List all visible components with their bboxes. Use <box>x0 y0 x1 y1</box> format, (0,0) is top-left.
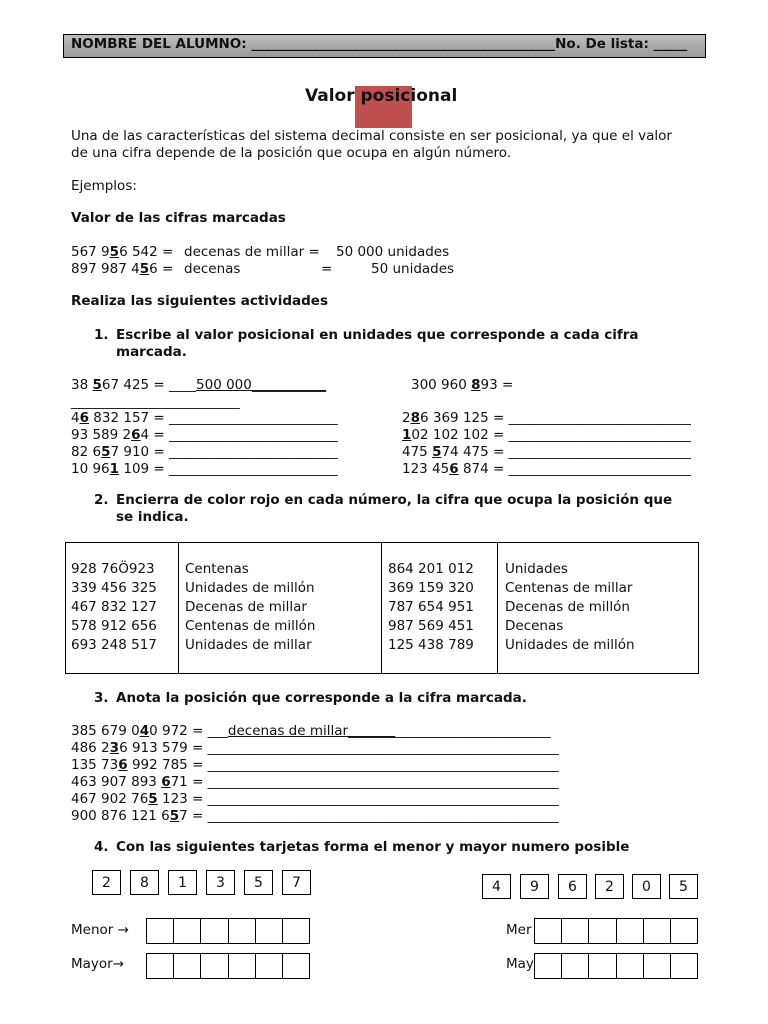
q1-item[interactable]: 123 456 874 = ___________________________ <box>402 461 691 477</box>
table-position: Centenas de millar <box>505 580 633 596</box>
number-card: 6 <box>558 874 587 899</box>
answer-line[interactable]: _________________________ <box>71 394 240 410</box>
answer-box[interactable] <box>617 919 644 943</box>
marked-digit: 1 <box>402 427 412 443</box>
q1-text: Escribe al valor posicional en unidades que corresponde a cada cifra marcada. <box>116 327 639 360</box>
table-number[interactable]: 864 201 012 <box>388 561 474 577</box>
example-value: 50 000 unidades <box>336 244 450 260</box>
intro-paragraph <box>71 128 672 162</box>
number-card: 3 <box>206 870 235 895</box>
marked-digit: 5 <box>169 808 180 824</box>
table-position: Centenas <box>185 561 249 577</box>
table-position: Decenas <box>505 618 564 634</box>
answer-box[interactable] <box>671 954 697 978</box>
marked-digit: 6 <box>161 774 171 790</box>
table-positions-col4 <box>505 560 635 655</box>
q1-first-right-item[interactable]: 300 960 893 = <box>411 377 514 393</box>
number-card: 0 <box>632 874 661 899</box>
table-position: Centenas de millón <box>185 618 316 634</box>
answer-box[interactable] <box>201 954 228 978</box>
example-value: 50 unidades <box>371 261 455 277</box>
menor-label: Menor → <box>71 922 129 938</box>
menor-answer-boxes-right[interactable] <box>534 918 698 944</box>
q1-number: 1. <box>94 327 109 343</box>
example-position: decenas de millar = <box>184 244 320 260</box>
marked-digit: 5 <box>432 444 442 460</box>
marked-digit: 8 <box>410 410 420 426</box>
marked-digit: 5 <box>101 444 111 460</box>
answer-text: 500 000 <box>196 377 252 393</box>
number-card: 5 <box>669 874 698 899</box>
mayor-answer-boxes-right[interactable] <box>534 953 698 979</box>
answer-box[interactable] <box>147 954 174 978</box>
table-number[interactable]: 928 76Ö923 <box>71 561 155 577</box>
answer-box[interactable] <box>644 919 671 943</box>
table-divider <box>178 543 179 673</box>
q1-right-list <box>402 410 691 478</box>
q1-item[interactable]: 10 961 109 = _________________________ <box>71 461 338 477</box>
table-number[interactable]: 467 832 127 <box>71 599 157 615</box>
q1-item[interactable]: 475 574 475 = ___________________________ <box>402 444 691 460</box>
mayor-label: Mayor→ <box>71 956 125 972</box>
table-position: Unidades de millón <box>505 637 635 653</box>
q2-text: Encierra de color rojo en cada número, la cifra que ocupa la posición que se indica. <box>116 492 673 525</box>
table-position: Decenas de millón <box>505 599 630 615</box>
examples-label: Ejemplos: <box>71 178 137 194</box>
table-position: Unidades de millar <box>185 637 312 653</box>
q1-item[interactable]: 102 102 102 = ___________________________ <box>402 427 691 443</box>
menor-answer-boxes[interactable] <box>146 918 310 944</box>
student-name-field[interactable]: NOMBRE DEL ALUMNO: _____________________________________________No. De lista: _____ <box>71 36 688 52</box>
number-card: 2 <box>92 870 121 895</box>
number-card: 5 <box>244 870 273 895</box>
marked-digit: 6 <box>118 757 128 773</box>
q1-item[interactable]: 286 369 125 = ___________________________ <box>402 410 691 426</box>
marked-digit: 5 <box>92 377 102 393</box>
answer-box[interactable] <box>201 919 228 943</box>
value-heading: Valor de las cifras marcadas <box>71 210 286 226</box>
table-numbers-col1 <box>71 560 157 655</box>
marked-digit: 5 <box>109 244 120 260</box>
number-card: 8 <box>130 870 159 895</box>
answer-box[interactable] <box>589 954 616 978</box>
q3-text: Anota la posición que corresponde a la cifra marcada. <box>116 690 527 706</box>
answer-text: decenas de millar <box>227 723 349 739</box>
answer-box[interactable] <box>147 919 174 943</box>
answer-box[interactable] <box>256 954 283 978</box>
answer-box[interactable] <box>589 919 616 943</box>
marked-digit: 8 <box>471 377 481 393</box>
answer-box[interactable] <box>229 954 256 978</box>
q1-first-item[interactable]: 38 567 425 = ____500 000___________ <box>71 377 327 393</box>
q3-item[interactable]: 900 876 121 657 = ____________________________________________________ <box>71 808 559 824</box>
q3-number: 3. <box>94 690 109 706</box>
table-position: Unidades de millón <box>185 580 315 596</box>
answer-box[interactable] <box>535 954 562 978</box>
table-number[interactable]: 125 438 789 <box>388 637 474 653</box>
number-card: 4 <box>482 874 511 899</box>
table-number[interactable]: 369 159 320 <box>388 580 474 596</box>
number-card: 1 <box>168 870 197 895</box>
marked-digit: 5 <box>139 261 150 277</box>
answer-box[interactable] <box>174 919 201 943</box>
q3-item[interactable]: 467 902 765 123 = ____________________________________________________ <box>71 791 559 807</box>
table-number[interactable]: 693 248 517 <box>71 637 157 653</box>
answer-box[interactable] <box>535 919 562 943</box>
marked-digit: 4 <box>139 723 150 739</box>
q1-left-list <box>71 410 338 478</box>
page-title: Valor posicional <box>305 86 458 106</box>
q3-first-item[interactable]: 385 679 040 972 = ___decenas de millar______________________________ <box>71 723 551 739</box>
q3-item[interactable]: 135 736 992 785 = ____________________________________________________ <box>71 757 559 773</box>
answer-box[interactable] <box>174 954 201 978</box>
table-position: Decenas de millar <box>185 599 307 615</box>
answer-box[interactable] <box>671 919 697 943</box>
table-positions-col2 <box>185 560 315 655</box>
activities-heading: Realiza las siguientes actividades <box>71 293 328 309</box>
answer-box[interactable] <box>229 919 256 943</box>
intro-line: de una cifra depende de la posición que ocupa en algún número. <box>71 145 512 161</box>
example-row: 567 956 542 = <box>71 244 174 260</box>
table-number[interactable]: 339 456 325 <box>71 580 157 596</box>
answer-box[interactable] <box>562 919 589 943</box>
answer-box[interactable] <box>562 954 589 978</box>
q3-item[interactable]: 463 907 893 671 = ____________________________________________________ <box>71 774 559 790</box>
table-number[interactable]: 787 654 951 <box>388 599 474 615</box>
marked-digit: 1 <box>109 461 120 477</box>
q1-item[interactable]: 46 832 157 = _________________________ <box>71 410 338 426</box>
answer-box[interactable] <box>644 954 671 978</box>
example-equals: = <box>321 261 333 277</box>
q3-item[interactable]: 486 236 913 579 = ____________________________________________________ <box>71 740 559 756</box>
table-number[interactable]: 578 912 656 <box>71 618 157 634</box>
table-divider <box>497 543 498 673</box>
mayor-label-right: May <box>506 956 534 972</box>
number-card: 2 <box>595 874 624 899</box>
example-position: decenas <box>184 261 241 277</box>
q1-item[interactable]: 93 589 264 = _________________________ <box>71 427 338 443</box>
q4-number: 4. <box>94 839 109 855</box>
menor-label-right: Mer <box>506 922 532 938</box>
mayor-answer-boxes[interactable] <box>146 953 310 979</box>
marked-digit: 6 <box>131 427 141 443</box>
q2-number: 2. <box>94 492 109 508</box>
q4-text: Con las siguientes tarjetas forma el menor y mayor numero posible <box>116 839 630 855</box>
number-card: 9 <box>520 874 549 899</box>
marked-digit: 6 <box>79 410 89 426</box>
q1-item[interactable]: 82 657 910 = _________________________ <box>71 444 338 460</box>
example-row: 897 987 456 = <box>71 261 174 277</box>
answer-box[interactable] <box>283 919 309 943</box>
number-card: 7 <box>282 870 311 895</box>
table-numbers-col3 <box>388 560 474 655</box>
marked-digit: 5 <box>148 791 158 807</box>
table-number[interactable]: 987 569 451 <box>388 618 474 634</box>
marked-digit: 6 <box>449 461 459 477</box>
table-divider <box>381 543 382 673</box>
marked-digit: 3 <box>109 740 120 756</box>
answer-box[interactable] <box>256 919 283 943</box>
table-position: Unidades <box>505 561 568 577</box>
answer-box[interactable] <box>617 954 644 978</box>
intro-line: Una de las características del sistema decimal consiste en ser posicional, ya que el valor <box>71 128 672 144</box>
answer-box[interactable] <box>283 954 309 978</box>
q3-list <box>71 740 559 825</box>
